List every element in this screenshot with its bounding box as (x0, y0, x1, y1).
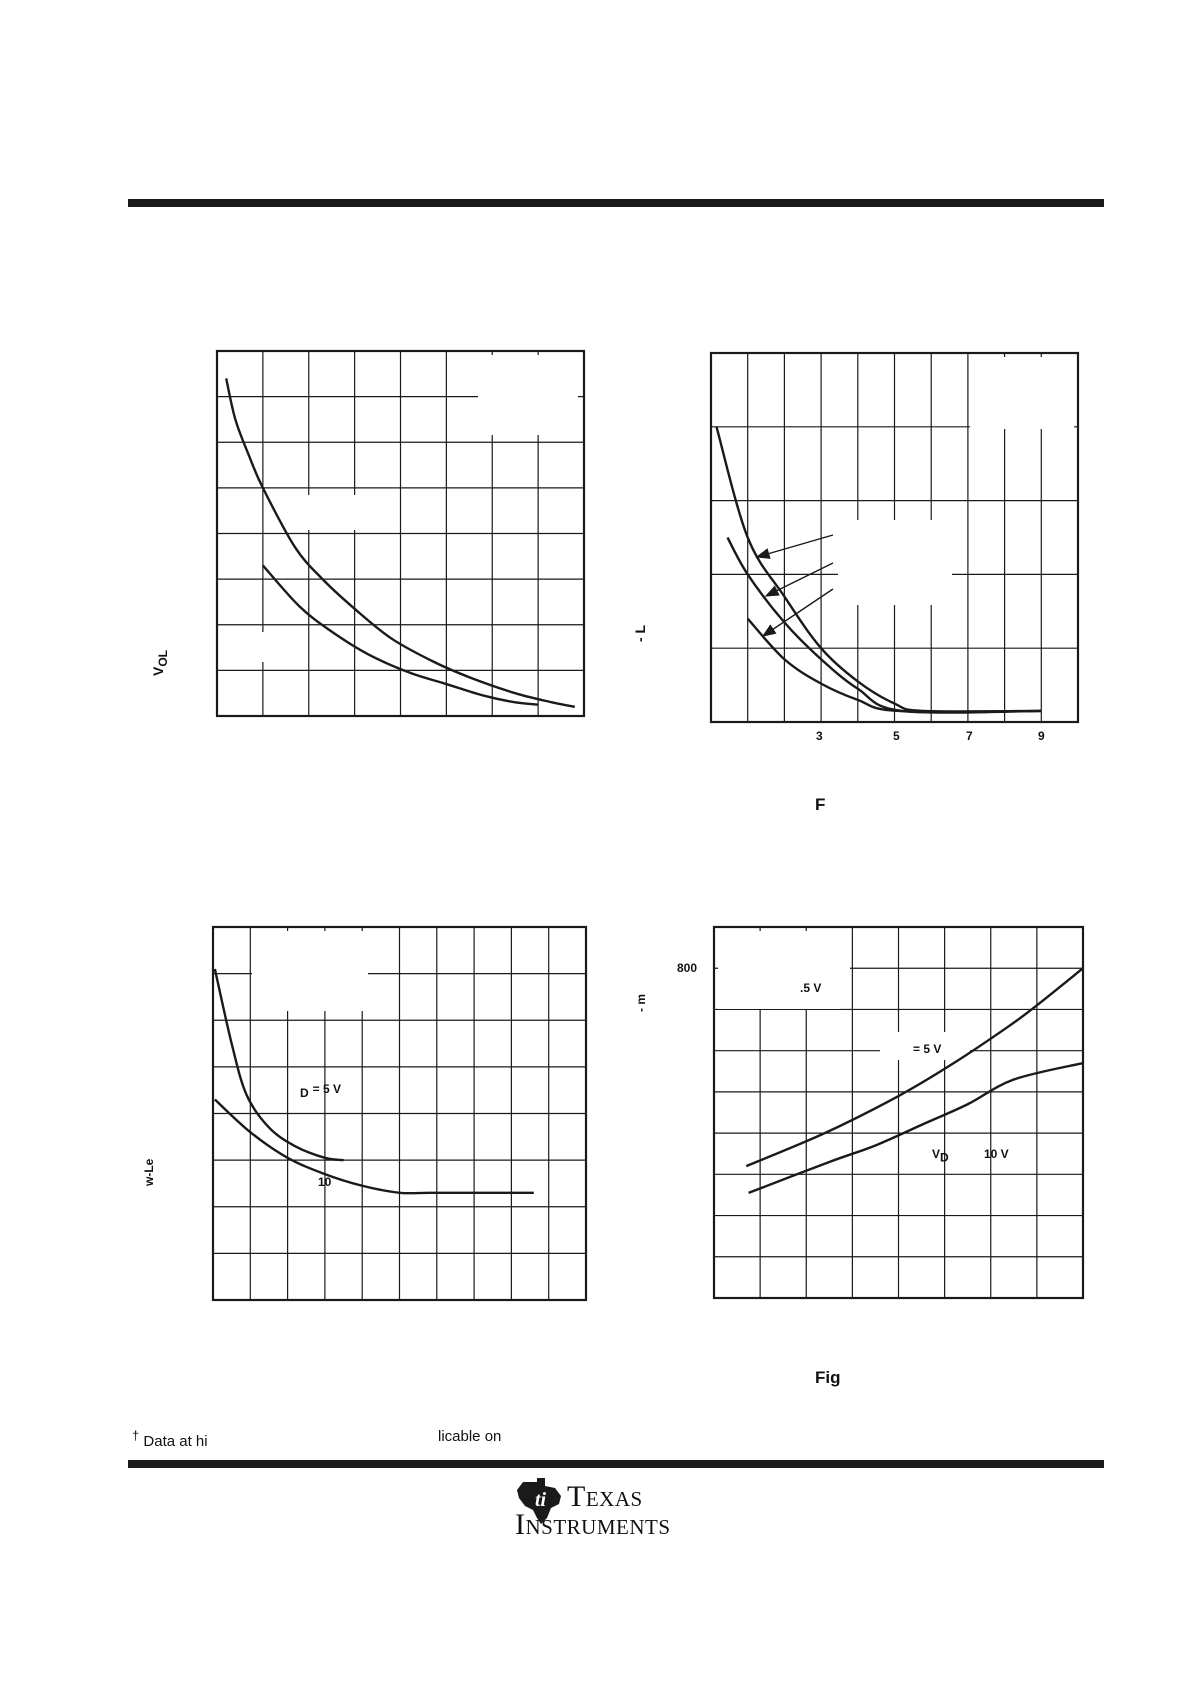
chart2-xtick-7: 7 (966, 729, 973, 743)
chart4-series-b-v: V (932, 1147, 941, 1161)
chart4-series-a-label-1: .5 V (800, 981, 822, 995)
chart2-xlabel: F (815, 795, 826, 814)
chart1-ylabel-sub: OL (155, 649, 170, 667)
annotation-arrow (763, 589, 833, 636)
label-area (838, 520, 952, 605)
label-area (970, 357, 1074, 429)
chart4-ylabel: - m (634, 994, 648, 1012)
chart4-series-b-label-1 (932, 1147, 949, 1164)
chart2-xtick-3: 3 (816, 729, 823, 743)
footnote-left-text: Data at hi (143, 1433, 208, 1450)
footnote-left (132, 1428, 208, 1450)
logo-instruments: Instruments (515, 1508, 671, 1541)
chart3-series-a-label (300, 1082, 342, 1100)
series-line-2 (749, 1063, 1083, 1193)
label-area (258, 632, 308, 662)
chart2-ylabel: - L (632, 624, 648, 642)
chart4-xlabel: Fig (815, 1368, 841, 1387)
svg-text:ti: ti (535, 1489, 547, 1511)
chart3-series-a-suffix: = 5 V (312, 1082, 342, 1096)
chart4-series-b-sub: D (940, 1150, 949, 1165)
label-area (478, 355, 578, 435)
chart1-ylabel (150, 650, 170, 676)
chart2-xtick-5: 5 (893, 729, 900, 743)
chart-top-right (711, 353, 1078, 722)
label-area (300, 495, 368, 530)
chart-vol (217, 351, 584, 716)
label-area (252, 931, 368, 1011)
chart-bottom-left (213, 927, 586, 1300)
footnote-dagger: † (132, 1428, 140, 1443)
chart3-ylabel: w-Le (142, 1158, 156, 1186)
texas-instruments-logo (515, 1478, 715, 1548)
chart3-series-a-prefix: D (300, 1086, 309, 1100)
footnote-right: licable on (438, 1428, 502, 1445)
chart4-ytick-800: 800 (677, 961, 698, 975)
chart4-series-a-label-2: = 5 V (913, 1042, 942, 1056)
logo-texas: Texas (567, 1480, 643, 1513)
chart1-ylabel-text (150, 649, 170, 676)
annotation-arrow (766, 563, 833, 596)
chart2-xtick-9: 9 (1038, 729, 1045, 743)
chart3-series-b-label: 10 (318, 1175, 332, 1189)
chart1-ylabel-main: V (150, 666, 166, 676)
bottom-rule (128, 1460, 1104, 1468)
chart4-series-b-label-2: 10 V (984, 1147, 1009, 1161)
chart-bottom-right (714, 927, 1083, 1298)
